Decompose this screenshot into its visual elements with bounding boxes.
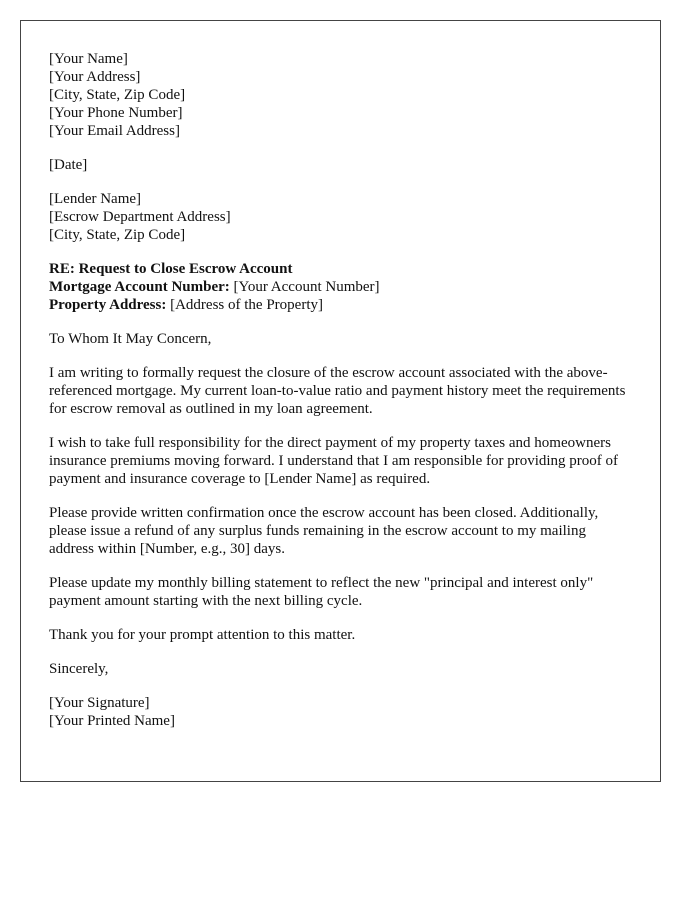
sender-name: [Your Name] <box>49 51 128 67</box>
body-paragraph: Please provide written confirmation once the escrow account has been closed. Additionally, please issue a refund of any surplus funds remaining in the escrow account to my mailing address within [Number, e.g., 30] days. <box>49 505 599 557</box>
recipient-name: [Lender Name] <box>49 191 142 207</box>
signature-block <box>49 694 632 730</box>
date: [Date] <box>49 157 88 173</box>
property-label: Property Address: <box>49 297 167 313</box>
signature: [Your Signature] <box>49 695 150 711</box>
body-paragraph: I wish to take full responsibility for the direct payment of my property taxes and homeowners insurance premiums moving forward. I understand that I am responsible for providing proof of payment and insurance coverage to [Lender Name] as required. <box>49 435 619 487</box>
printed-name: [Your Printed Name] <box>49 713 175 729</box>
account-label: Mortgage Account Number: <box>49 279 230 295</box>
body-paragraph: Thank you for your prompt attention to this matter. <box>49 627 356 643</box>
sender-address: [Your Address] <box>49 69 141 85</box>
subject-line: RE: Request to Close Escrow Account <box>49 261 293 277</box>
letter-page <box>20 20 661 782</box>
salutation: To Whom It May Concern, <box>49 331 212 347</box>
sender-phone: [Your Phone Number] <box>49 105 183 121</box>
property-value: [Address of the Property] <box>166 297 323 313</box>
account-value: [Your Account Number] <box>229 279 380 295</box>
closing: Sincerely, <box>49 661 109 677</box>
sender-email: [Your Email Address] <box>49 123 180 139</box>
sender-block <box>49 50 632 140</box>
recipient-city: [City, State, Zip Code] <box>49 227 186 243</box>
recipient-block <box>49 190 632 244</box>
sender-city: [City, State, Zip Code] <box>49 87 186 103</box>
subject-block <box>49 260 632 314</box>
recipient-address: [Escrow Department Address] <box>49 209 231 225</box>
body-paragraph: I am writing to formally request the closure of the escrow account associated with the above-referenced mortgage. My current loan-to-value ratio and payment history meet the requirements for escrow removal as outlined in my loan agreement. <box>49 365 626 417</box>
body-paragraph: Please update my monthly billing statement to reflect the new "principal and interest only" payment amount starting with the next billing cycle. <box>49 575 594 609</box>
